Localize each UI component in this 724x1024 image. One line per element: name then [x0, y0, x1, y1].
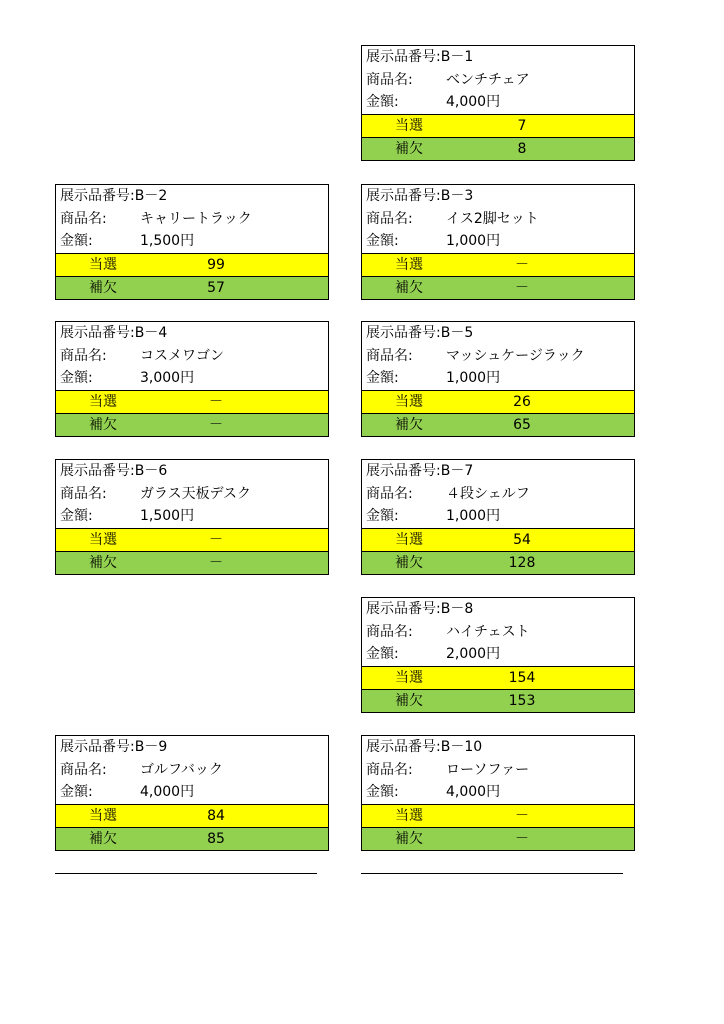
product-name-label: 商品名:	[60, 347, 107, 364]
alternate-label: 補欠	[89, 554, 117, 571]
price: 1,500円	[140, 508, 195, 524]
alternate-number: 153	[508, 692, 536, 709]
winner-number: 99	[207, 256, 225, 273]
exhibit-card-b8	[361, 597, 635, 713]
exhibit-card-b6	[55, 459, 329, 575]
exhibit-number-label: 展示品番号:	[366, 325, 441, 341]
exhibit-card-b9	[55, 735, 329, 851]
winner-number: 84	[207, 807, 225, 824]
alternate-row	[56, 551, 328, 574]
price: 1,000円	[446, 233, 501, 249]
price-label: 金額:	[366, 646, 399, 662]
winner-label: 当選	[395, 807, 423, 824]
price: 4,000円	[446, 94, 501, 110]
winner-row	[56, 528, 328, 551]
price-label: 金額:	[366, 370, 399, 386]
product-name: ガラス天板デスク	[140, 485, 252, 502]
winner-label: 当選	[89, 256, 117, 273]
product-name: ローソファー	[446, 761, 530, 778]
alternate-number: －	[209, 554, 223, 571]
winner-number: 7	[517, 117, 527, 134]
bottom-divider-right	[361, 873, 623, 874]
exhibit-card-b3	[361, 184, 635, 300]
price: 1,500円	[140, 233, 195, 249]
exhibit-number: B－7	[440, 463, 474, 479]
winner-row	[362, 390, 634, 413]
alternate-number: －	[515, 279, 529, 296]
alternate-row	[362, 551, 634, 574]
winner-label: 当選	[395, 669, 423, 686]
alternate-label: 補欠	[395, 140, 423, 157]
exhibit-number-label: 展示品番号:	[60, 463, 135, 479]
exhibit-number-label: 展示品番号:	[366, 601, 441, 617]
winner-row	[362, 253, 634, 276]
product-name: ４段シェルフ	[446, 485, 530, 502]
winner-number: －	[209, 393, 223, 410]
price-label: 金額:	[366, 508, 399, 524]
exhibit-card-b2	[55, 184, 329, 300]
product-name-label: 商品名:	[366, 485, 413, 502]
alternate-label: 補欠	[395, 692, 423, 709]
price-label: 金額:	[60, 508, 93, 524]
price-label: 金額:	[366, 94, 399, 110]
alternate-number: 128	[508, 554, 536, 571]
alternate-row	[362, 689, 634, 712]
winner-number: －	[515, 256, 529, 273]
exhibit-number: B－4	[134, 325, 168, 341]
product-name: ゴルフバック	[140, 761, 223, 778]
alternate-label: 補欠	[395, 554, 423, 571]
price: 3,000円	[140, 370, 195, 386]
exhibit-number: B－8	[440, 601, 474, 617]
product-name: コスメワゴン	[140, 347, 224, 364]
winner-label: 当選	[395, 117, 423, 134]
product-name-label: 商品名:	[366, 761, 413, 778]
bottom-divider-left	[55, 873, 317, 874]
alternate-number: 85	[207, 830, 225, 847]
exhibit-number: B－10	[440, 739, 483, 755]
exhibit-number: B－6	[134, 463, 168, 479]
product-name-label: 商品名:	[366, 623, 413, 640]
winner-number: 26	[513, 393, 531, 410]
alternate-row	[56, 276, 328, 299]
exhibit-number: B－9	[134, 739, 168, 755]
exhibit-number-label: 展示品番号:	[366, 188, 441, 204]
winner-number: －	[209, 531, 223, 548]
alternate-row	[362, 137, 634, 160]
alternate-label: 補欠	[395, 416, 423, 433]
winner-label: 当選	[395, 256, 423, 273]
exhibit-number-label: 展示品番号:	[60, 325, 135, 341]
winner-row	[56, 390, 328, 413]
product-name-label: 商品名:	[60, 761, 107, 778]
alternate-number: －	[515, 830, 529, 847]
alternate-number: 8	[517, 140, 527, 157]
alternate-label: 補欠	[395, 830, 423, 847]
winner-number: －	[515, 807, 529, 824]
exhibit-card-b5	[361, 321, 635, 437]
product-name-label: 商品名:	[366, 347, 413, 364]
winner-label: 当選	[89, 807, 117, 824]
alternate-number: －	[209, 416, 223, 433]
alternate-label: 補欠	[89, 279, 117, 296]
price: 4,000円	[140, 784, 195, 800]
price: 1,000円	[446, 508, 501, 524]
product-name: ハイチェスト	[446, 623, 530, 640]
winner-number: 154	[508, 669, 536, 686]
price: 4,000円	[446, 784, 501, 800]
exhibit-number: B－2	[134, 188, 168, 204]
alternate-row	[362, 827, 634, 850]
product-name: ベンチチェア	[446, 71, 530, 88]
exhibit-number-label: 展示品番号:	[60, 739, 135, 755]
exhibit-card-b7	[361, 459, 635, 575]
exhibit-card-b1	[361, 45, 635, 161]
alternate-row	[56, 827, 328, 850]
price-label: 金額:	[60, 370, 93, 386]
price: 2,000円	[446, 646, 501, 662]
product-name-label: 商品名:	[366, 71, 413, 88]
alternate-number: 65	[513, 416, 531, 433]
product-name: イス2脚セット	[446, 210, 539, 227]
price: 1,000円	[446, 370, 501, 386]
exhibit-number: B－1	[440, 49, 474, 65]
winner-row	[56, 804, 328, 827]
product-name-label: 商品名:	[60, 485, 107, 502]
winner-row	[362, 114, 634, 137]
alternate-row	[362, 413, 634, 436]
winner-row	[362, 666, 634, 689]
winner-label: 当選	[395, 393, 423, 410]
product-name: キャリートラック	[140, 210, 252, 227]
price-label: 金額:	[366, 784, 399, 800]
product-name: マッシュケージラック	[446, 347, 585, 364]
winner-label: 当選	[89, 531, 117, 548]
exhibit-number-label: 展示品番号:	[366, 739, 441, 755]
product-name-label: 商品名:	[60, 210, 107, 227]
winner-label: 当選	[89, 393, 117, 410]
price-label: 金額:	[60, 233, 93, 249]
winner-row	[56, 253, 328, 276]
price-label: 金額:	[60, 784, 93, 800]
alternate-number: 57	[207, 279, 225, 296]
alternate-label: 補欠	[89, 830, 117, 847]
product-name-label: 商品名:	[366, 210, 413, 227]
exhibit-card-b10	[361, 735, 635, 851]
alternate-row	[362, 276, 634, 299]
exhibit-number: B－5	[440, 325, 474, 341]
alternate-row	[56, 413, 328, 436]
winner-row	[362, 804, 634, 827]
exhibit-number-label: 展示品番号:	[60, 188, 135, 204]
winner-label: 当選	[395, 531, 423, 548]
exhibit-number: B－3	[440, 188, 474, 204]
price-label: 金額:	[366, 233, 399, 249]
winner-row	[362, 528, 634, 551]
alternate-label: 補欠	[395, 279, 423, 296]
winner-number: 54	[513, 531, 531, 548]
exhibit-number-label: 展示品番号:	[366, 49, 441, 65]
exhibit-number-label: 展示品番号:	[366, 463, 441, 479]
exhibit-card-b4	[55, 321, 329, 437]
alternate-label: 補欠	[89, 416, 117, 433]
